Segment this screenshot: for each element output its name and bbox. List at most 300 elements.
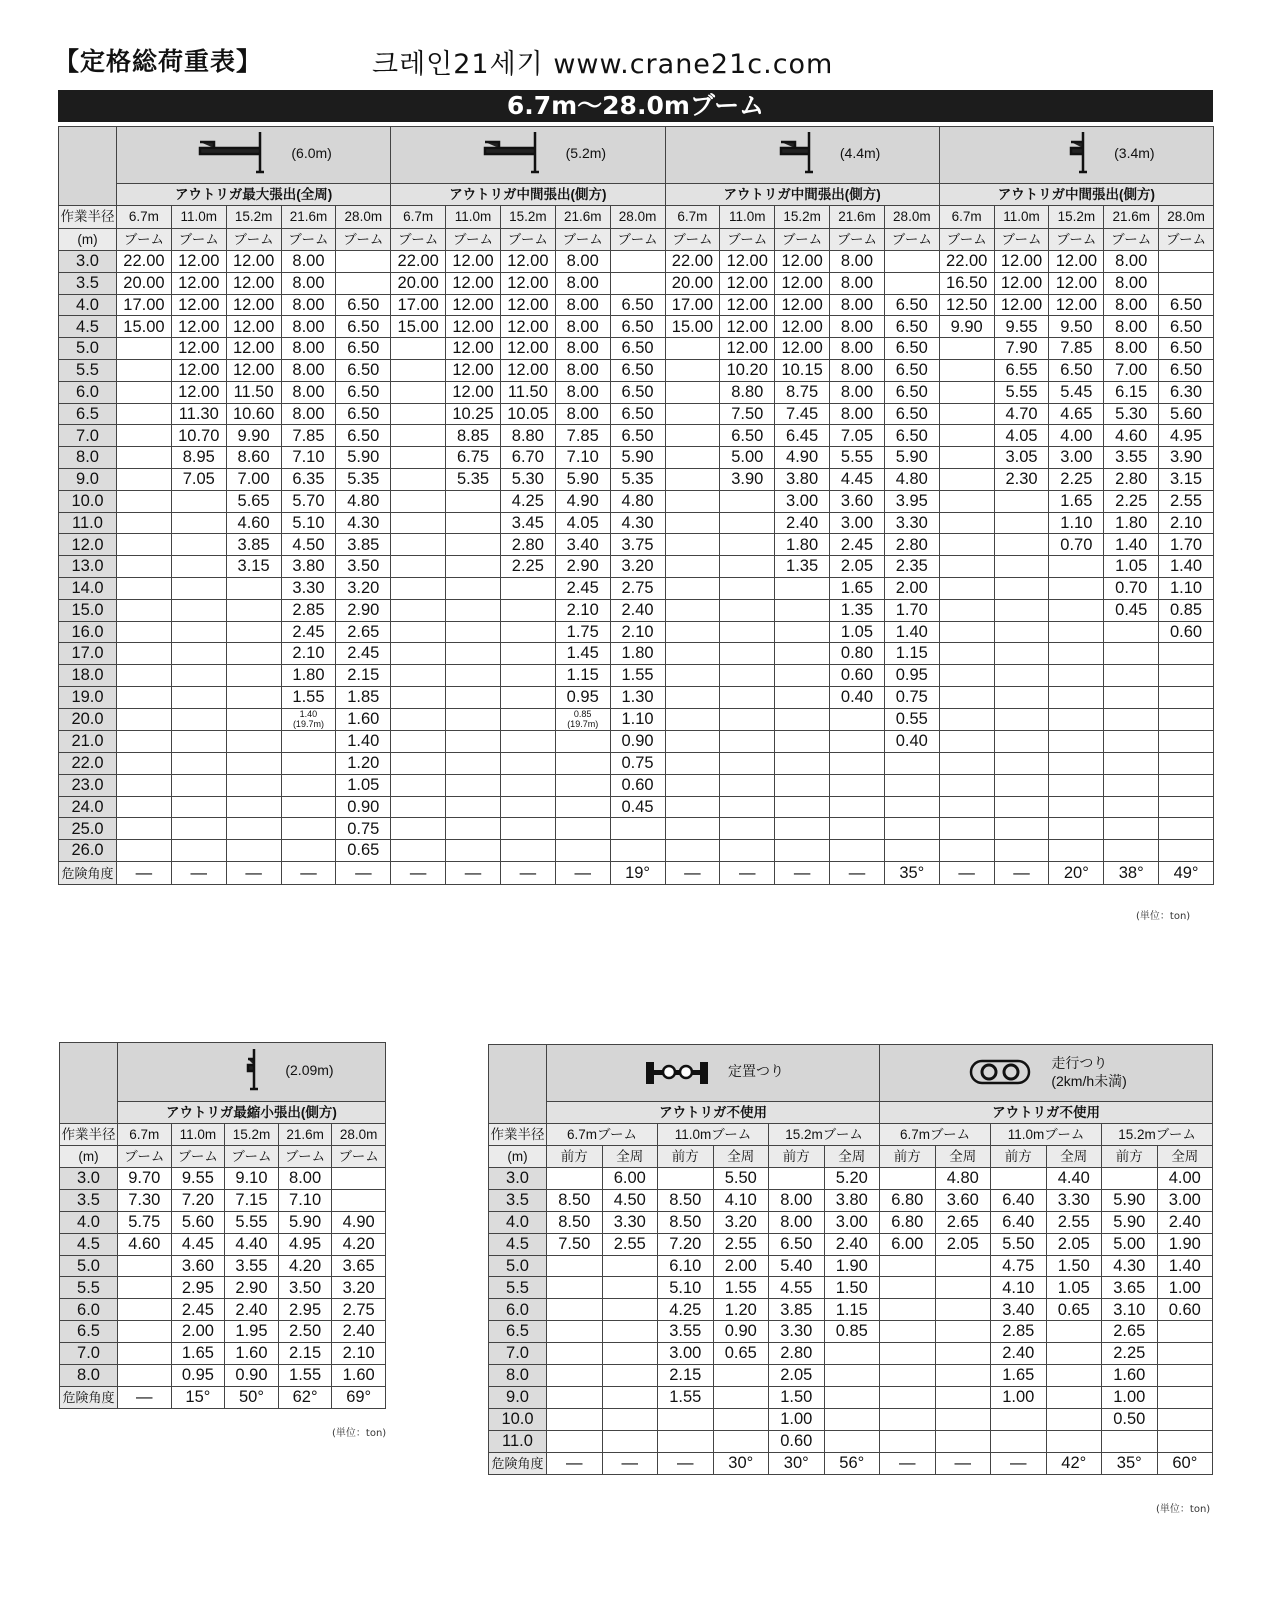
- load-cell: [884, 840, 939, 862]
- load-cell: [226, 818, 281, 840]
- load-cell: [171, 490, 226, 512]
- load-cell: [713, 1408, 769, 1430]
- load-cell: 1.50: [1046, 1255, 1102, 1277]
- load-cell: 0.75: [336, 818, 391, 840]
- load-cell: 6.50: [336, 381, 391, 403]
- load-cell: [118, 1321, 172, 1343]
- load-cell: [1159, 753, 1214, 775]
- load-cell: 3.55: [225, 1255, 279, 1277]
- load-cell: [391, 468, 446, 490]
- load-cell: 2.55: [602, 1233, 658, 1255]
- load-cell: [1104, 708, 1159, 731]
- load-cell: [118, 1299, 172, 1321]
- load-cell: 4.90: [332, 1211, 386, 1233]
- load-cell: [555, 774, 610, 796]
- load-cell: [994, 774, 1049, 796]
- table-row: [59, 359, 1214, 381]
- table-row: [60, 1343, 386, 1365]
- radius-cell: 15.0: [59, 599, 117, 621]
- load-cell: [171, 818, 226, 840]
- load-cell: [1102, 1430, 1158, 1452]
- boom-length: 6.7m: [118, 1124, 172, 1146]
- load-cell: [500, 686, 555, 708]
- load-cell: [281, 840, 336, 862]
- table-row: [489, 1168, 1213, 1190]
- load-cell: 1.55: [713, 1277, 769, 1299]
- load-cell: 5.30: [1104, 403, 1159, 425]
- load-cell: 22.00: [939, 251, 994, 273]
- load-cell: 2.45: [555, 577, 610, 599]
- load-cell: 3.30: [1046, 1189, 1102, 1211]
- load-cell: [824, 1408, 880, 1430]
- load-cell: [446, 665, 501, 687]
- danger-angle-label: 危険角度: [60, 1386, 118, 1408]
- load-cell: 5.45: [1049, 381, 1104, 403]
- load-cell: 3.80: [824, 1189, 880, 1211]
- load-cell: 5.55: [994, 381, 1049, 403]
- boom-suffix: ブーム: [226, 229, 281, 251]
- load-cell: 11.50: [226, 381, 281, 403]
- load-cell: [1159, 272, 1214, 294]
- load-cell: 5.10: [658, 1277, 714, 1299]
- load-cell: 8.00: [830, 403, 885, 425]
- boom-suffix: ブーム: [446, 229, 501, 251]
- table-row: [59, 316, 1214, 338]
- load-cell: 1.40: [336, 731, 391, 753]
- boom-length: 11.0m: [446, 206, 501, 229]
- boom-length-row: [60, 1124, 386, 1146]
- outrigger-mode-label: アウトリガ不使用: [547, 1102, 880, 1124]
- radius-cell: 8.0: [489, 1365, 547, 1387]
- load-cell: [720, 818, 775, 840]
- load-cell: 15.00: [391, 316, 446, 338]
- load-cell: 8.75: [775, 381, 830, 403]
- load-cell: [391, 403, 446, 425]
- load-cell: [665, 686, 720, 708]
- load-cell: 2.50: [278, 1321, 332, 1343]
- load-cell: 0.95: [171, 1365, 225, 1387]
- load-cell: 4.60: [1104, 425, 1159, 447]
- load-cell: 3.40: [555, 534, 610, 556]
- load-cell: [391, 621, 446, 643]
- load-cell: [610, 840, 665, 862]
- boom-length: 15.2m: [500, 206, 555, 229]
- load-cell: 6.50: [336, 338, 391, 360]
- table-row: [59, 818, 1214, 840]
- load-cell: [939, 708, 994, 731]
- boom-suffix: ブーム: [281, 229, 336, 251]
- load-cell: 12.00: [720, 294, 775, 316]
- load-cell: 6.50: [1159, 294, 1214, 316]
- load-cell: [500, 708, 555, 731]
- load-cell: 3.95: [884, 490, 939, 512]
- load-cell: [117, 599, 172, 621]
- load-cell: [500, 665, 555, 687]
- load-cell: [994, 621, 1049, 643]
- load-cell: [775, 731, 830, 753]
- load-cell: 0.70: [1104, 577, 1159, 599]
- danger-angle-row: [60, 1386, 386, 1408]
- load-cell: 5.90: [336, 447, 391, 469]
- load-cell: 0.60: [769, 1430, 825, 1452]
- load-cell: [500, 840, 555, 862]
- load-cell: [281, 708, 336, 731]
- load-cell: [610, 251, 665, 273]
- load-cell: [500, 796, 555, 818]
- danger-angle-label: 危険角度: [489, 1452, 547, 1474]
- load-cell: 1.50: [824, 1277, 880, 1299]
- load-cell: 2.10: [1159, 512, 1214, 534]
- load-cell: 5.30: [500, 468, 555, 490]
- load-cell: 5.35: [336, 468, 391, 490]
- boom-length: 28.0m: [332, 1124, 386, 1146]
- load-cell: 6.50: [336, 359, 391, 381]
- load-cell: 5.60: [1159, 403, 1214, 425]
- load-cell: 0.50: [1102, 1408, 1158, 1430]
- load-cell: [500, 599, 555, 621]
- load-cell: [769, 1168, 825, 1190]
- load-cell: 6.50: [884, 316, 939, 338]
- load-cell: 6.50: [336, 425, 391, 447]
- danger-angle-cell: —: [500, 862, 555, 885]
- load-cell: [171, 665, 226, 687]
- load-cell: 3.80: [281, 556, 336, 578]
- load-cell: [171, 643, 226, 665]
- stationary-lift-label: 定置つり: [728, 1063, 785, 1080]
- load-cell: 2.90: [555, 556, 610, 578]
- load-cell: 0.60: [1159, 621, 1214, 643]
- load-cell: [665, 731, 720, 753]
- load-cell: [391, 512, 446, 534]
- load-cell: [939, 840, 994, 862]
- load-cell: 0.40: [884, 731, 939, 753]
- load-note-radius: (19.7m): [292, 718, 324, 729]
- load-cell: 5.90: [1102, 1211, 1158, 1233]
- load-cell: 1.65: [991, 1365, 1047, 1387]
- load-cell: 12.00: [775, 251, 830, 273]
- table-row: [489, 1233, 1213, 1255]
- load-cell: [281, 731, 336, 753]
- load-cell: 3.00: [1157, 1189, 1213, 1211]
- outrigger-width-label: (4.4m): [839, 145, 881, 162]
- load-cell: 8.00: [1104, 316, 1159, 338]
- load-cell: 4.90: [555, 490, 610, 512]
- load-cell: 1.90: [1157, 1233, 1213, 1255]
- load-cell: [446, 840, 501, 862]
- load-cell: 12.00: [1049, 251, 1104, 273]
- load-cell: [547, 1408, 603, 1430]
- load-cell: [500, 774, 555, 796]
- load-cell: 17.00: [117, 294, 172, 316]
- boom-length: 28.0m: [1159, 206, 1214, 229]
- boom-length: 21.6m: [281, 206, 336, 229]
- load-cell: [720, 665, 775, 687]
- full-circle-label: 全周: [1157, 1146, 1213, 1168]
- load-cell: [1159, 708, 1214, 731]
- load-cell: 10.20: [720, 359, 775, 381]
- load-cell: [117, 359, 172, 381]
- load-cell: 8.00: [830, 272, 885, 294]
- load-cell: [1159, 665, 1214, 687]
- load-cell: 4.95: [278, 1233, 332, 1255]
- load-cell: [1159, 796, 1214, 818]
- load-cell: 22.00: [391, 251, 446, 273]
- load-cell: 6.50: [336, 403, 391, 425]
- radius-cell: 6.5: [59, 403, 117, 425]
- load-cell: [117, 534, 172, 556]
- table-row: [59, 796, 1214, 818]
- icon-row: [60, 1043, 386, 1102]
- load-cell: [171, 774, 226, 796]
- danger-angle-cell: 69°: [332, 1386, 386, 1408]
- load-cell: 7.00: [1104, 359, 1159, 381]
- load-cell: 8.00: [281, 403, 336, 425]
- load-cell: 0.40: [830, 686, 885, 708]
- load-cell: 8.00: [555, 381, 610, 403]
- load-cell: 12.00: [994, 294, 1049, 316]
- table-row: [60, 1365, 386, 1387]
- danger-angle-row: [59, 862, 1214, 885]
- radius-cell: 8.0: [59, 447, 117, 469]
- load-cell: [547, 1430, 603, 1452]
- load-cell: 12.00: [720, 316, 775, 338]
- load-cell: [391, 447, 446, 469]
- load-cell: [830, 708, 885, 731]
- load-cell: 12.00: [720, 272, 775, 294]
- danger-angle-cell: —: [118, 1386, 172, 1408]
- load-cell: [1159, 840, 1214, 862]
- load-cell: [994, 753, 1049, 775]
- load-cell: [118, 1277, 172, 1299]
- load-cell: 12.00: [226, 251, 281, 273]
- load-cell: [117, 840, 172, 862]
- radius-cell: 5.5: [59, 359, 117, 381]
- load-cell: [1046, 1408, 1102, 1430]
- load-cell: 5.70: [281, 490, 336, 512]
- table-row: [59, 753, 1214, 775]
- load-cell: [332, 1189, 386, 1211]
- load-cell: 8.00: [1104, 272, 1159, 294]
- radius-cell: 4.0: [60, 1211, 118, 1233]
- load-cell: [1157, 1365, 1213, 1387]
- load-cell: [1104, 818, 1159, 840]
- load-cell: [281, 753, 336, 775]
- load-cell: [824, 1343, 880, 1365]
- load-cell: 8.50: [658, 1211, 714, 1233]
- load-cell: [994, 490, 1049, 512]
- load-cell: [994, 796, 1049, 818]
- load-cell: 1.00: [1102, 1386, 1158, 1408]
- table-row: [59, 468, 1214, 490]
- load-cell: [935, 1255, 991, 1277]
- load-cell: [1049, 753, 1104, 775]
- load-cell: 2.95: [171, 1277, 225, 1299]
- load-cell: 1.05: [1046, 1277, 1102, 1299]
- load-cell: [171, 686, 226, 708]
- radius-cell: 6.0: [60, 1299, 118, 1321]
- load-cell: [391, 774, 446, 796]
- full-circle-label: 全周: [1046, 1146, 1102, 1168]
- load-cell: 6.50: [884, 359, 939, 381]
- load-cell: [994, 818, 1049, 840]
- radius-cell: 17.0: [59, 643, 117, 665]
- load-cell: [500, 731, 555, 753]
- load-cell: 8.00: [555, 272, 610, 294]
- radius-cell: 5.0: [60, 1255, 118, 1277]
- load-note-value: 0.85: [573, 708, 592, 719]
- load-cell: 7.00: [226, 468, 281, 490]
- load-cell: [118, 1255, 172, 1277]
- load-cell: 1.60: [336, 708, 391, 731]
- load-cell: [665, 381, 720, 403]
- load-cell: 2.75: [332, 1299, 386, 1321]
- load-cell: [994, 534, 1049, 556]
- radius-cell: 23.0: [59, 774, 117, 796]
- load-cell: 4.80: [610, 490, 665, 512]
- load-cell: 6.40: [991, 1211, 1047, 1233]
- full-circle-label: 全周: [713, 1146, 769, 1168]
- load-cell: 1.75: [555, 621, 610, 643]
- boom-suffix: ブーム: [332, 1146, 386, 1168]
- boom-length: 15.2m: [1049, 206, 1104, 229]
- load-cell: [117, 643, 172, 665]
- load-cell: [939, 338, 994, 360]
- table-row: [489, 1386, 1213, 1408]
- radius-cell: 18.0: [59, 665, 117, 687]
- travel-crane-icon: [965, 1055, 1035, 1089]
- load-cell: [391, 686, 446, 708]
- load-cell: 3.15: [226, 556, 281, 578]
- load-cell: [830, 731, 885, 753]
- outrigger-mode-label: アウトリガ中間張出(側方): [391, 184, 665, 206]
- load-cell: [935, 1365, 991, 1387]
- load-cell: [171, 731, 226, 753]
- load-cell: 9.10: [225, 1168, 279, 1190]
- boom-suffix: ブーム: [278, 1146, 332, 1168]
- load-cell: [1157, 1430, 1213, 1452]
- load-cell: 1.15: [555, 665, 610, 687]
- load-cell: [994, 708, 1049, 731]
- load-cell: 12.00: [775, 272, 830, 294]
- load-cell: 1.95: [225, 1321, 279, 1343]
- danger-angle-cell: —: [226, 862, 281, 885]
- load-cell: [939, 599, 994, 621]
- load-cell: 12.00: [226, 272, 281, 294]
- load-cell: 1.05: [830, 621, 885, 643]
- boom-length: 6.7m: [939, 206, 994, 229]
- unit-note-rubber: (単位：ton): [1156, 1504, 1211, 1515]
- load-cell: 0.45: [1104, 599, 1159, 621]
- load-cell: [775, 753, 830, 775]
- outrigger-crane-icon: [169, 1045, 269, 1095]
- load-cell: 6.50: [884, 403, 939, 425]
- load-cell: 2.15: [278, 1343, 332, 1365]
- load-cell: [602, 1386, 658, 1408]
- load-cell: 2.15: [336, 665, 391, 687]
- load-cell: 12.00: [720, 338, 775, 360]
- load-cell: 1.45: [555, 643, 610, 665]
- radius-cell: 13.0: [59, 556, 117, 578]
- load-cell: [446, 796, 501, 818]
- outrigger-width-label: (6.0m): [291, 145, 332, 162]
- load-cell: 7.05: [830, 425, 885, 447]
- radius-cell: 24.0: [59, 796, 117, 818]
- load-cell: 12.00: [171, 338, 226, 360]
- load-cell: [500, 577, 555, 599]
- load-cell: 10.25: [446, 403, 501, 425]
- load-cell: 3.00: [1049, 447, 1104, 469]
- front-direction-label: 前方: [658, 1146, 714, 1168]
- load-cell: [555, 708, 610, 731]
- load-cell: 4.80: [935, 1168, 991, 1190]
- table-row: [59, 556, 1214, 578]
- boom-length: 15.2m: [775, 206, 830, 229]
- load-cell: [547, 1321, 603, 1343]
- outrigger-width-label: (3.4m): [1114, 145, 1155, 162]
- load-cell: 8.00: [281, 381, 336, 403]
- load-cell: [391, 425, 446, 447]
- load-cell: 3.30: [602, 1211, 658, 1233]
- load-cell: 12.00: [446, 381, 501, 403]
- boom-suffix: ブーム: [118, 1146, 172, 1168]
- load-cell: 1.80: [775, 534, 830, 556]
- load-cell: 1.10: [610, 708, 665, 731]
- load-cell: [1049, 665, 1104, 687]
- load-cell: [939, 665, 994, 687]
- load-cell: [446, 774, 501, 796]
- load-cell: 10.05: [500, 403, 555, 425]
- table-row: [60, 1255, 386, 1277]
- boom-suffix: ブーム: [171, 1146, 225, 1168]
- load-cell: 8.00: [281, 359, 336, 381]
- travel-speed-label: (2km/h未満): [1051, 1072, 1127, 1089]
- load-cell: [935, 1430, 991, 1452]
- load-cell: [939, 447, 994, 469]
- load-cell: [994, 643, 1049, 665]
- outrigger-mode-label: アウトリガ中間張出(側方): [665, 184, 939, 206]
- table-row: [489, 1211, 1213, 1233]
- radius-cell: 4.0: [59, 294, 117, 316]
- load-cell: 6.75: [446, 447, 501, 469]
- danger-angle-cell: 35°: [884, 862, 939, 885]
- load-cell: [391, 708, 446, 731]
- danger-angle-cell: —: [830, 862, 885, 885]
- load-cell: [775, 708, 830, 731]
- load-cell: 1.30: [610, 686, 665, 708]
- load-cell: [547, 1386, 603, 1408]
- table-row: [489, 1255, 1213, 1277]
- load-cell: [665, 403, 720, 425]
- load-cell: 8.00: [769, 1189, 825, 1211]
- load-cell: [994, 840, 1049, 862]
- load-cell: 0.80: [830, 643, 885, 665]
- load-cell: [775, 665, 830, 687]
- load-cell: 16.50: [939, 272, 994, 294]
- load-cell: [117, 796, 172, 818]
- load-cell: [226, 599, 281, 621]
- load-cell: [171, 577, 226, 599]
- load-cell: 8.00: [281, 294, 336, 316]
- radius-cell: 11.0: [59, 512, 117, 534]
- load-cell: 2.40: [610, 599, 665, 621]
- table-row: [59, 272, 1214, 294]
- danger-angle-cell: —: [446, 862, 501, 885]
- load-cell: 15.00: [117, 316, 172, 338]
- load-cell: 5.50: [991, 1233, 1047, 1255]
- load-cell: [720, 556, 775, 578]
- load-cell: [939, 643, 994, 665]
- load-cell: [1104, 621, 1159, 643]
